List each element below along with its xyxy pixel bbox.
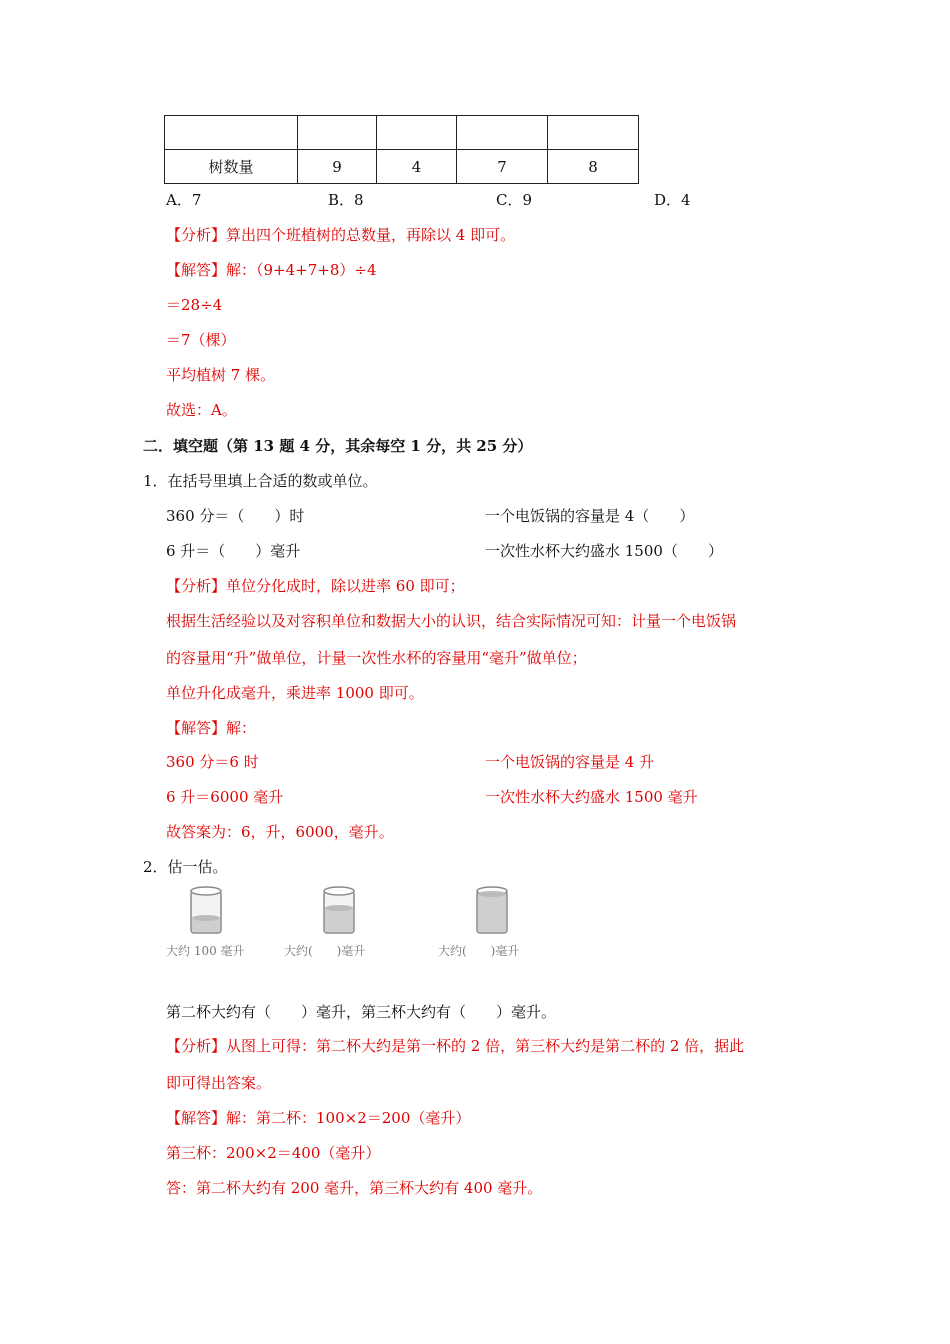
section-title: 二．填空题（第 13 题 4 分，其余每空 1 分，共 25 分） [143, 437, 533, 455]
table-cell: 树数量 [165, 150, 298, 184]
q1-blank3: 6 升＝（ ）毫升 [166, 542, 301, 560]
q2-analysis1: 【分析】从图上可得：第二杯大约是第一杯的 2 倍，第三杯大约是第二杯的 2 倍，据此 [166, 1037, 745, 1055]
table-cell: 7 [457, 150, 548, 184]
q1-ans1: 360 分＝6 时 [166, 753, 259, 771]
q1-analysis1: 【分析】单位分化成时，除以进率 60 即可； [166, 577, 465, 595]
cup1-label: 大约 100 毫升 [166, 944, 245, 958]
q1-analysis2: 根据生活经验以及对容积单位和数据大小的认识，结合实际情况可知：计量一个电饭锅 [166, 612, 737, 630]
cup-icon [191, 887, 221, 933]
cup-icon [477, 887, 507, 933]
option-c: C．9 [496, 191, 533, 209]
q2-answer1: 【解答】解：第二杯：100×2＝200（毫升） [166, 1109, 471, 1127]
q1-final: 故答案为：6，升，6000，毫升。 [166, 823, 394, 841]
table-row [165, 116, 639, 150]
q12-answer-head: 【解答】解：（9+4+7+8）÷4 [166, 261, 377, 279]
q2-answer2: 第三杯：200×2＝400（毫升） [166, 1144, 381, 1162]
cups-figure [164, 886, 564, 966]
q1-blank4: 一次性水杯大约盛水 1500（ ） [485, 542, 723, 560]
option-d: D．4 [654, 191, 691, 209]
cup2-label: 大约( )毫升 [284, 944, 366, 958]
table-cell [457, 116, 548, 150]
cup-icon-group [164, 886, 564, 936]
q1-blank1: 360 分＝（ ）时 [166, 507, 305, 525]
table-cell: 9 [298, 150, 377, 184]
table-cell: 4 [377, 150, 457, 184]
q1-analysis3: 的容量用“升”做单位，计量一次性水杯的容量用“毫升”做单位； [166, 649, 587, 667]
tree-count-table [164, 115, 639, 184]
q12-choice: 故选：A。 [166, 401, 237, 419]
table-row [165, 150, 639, 184]
q12-step1: ＝28÷4 [166, 296, 223, 314]
option-b: B．8 [328, 191, 364, 209]
q12-analysis: 【分析】算出四个班植树的总数量，再除以 4 即可。 [166, 226, 516, 244]
q1-blank2: 一个电饭锅的容量是 4（ ） [485, 507, 695, 525]
q12-step2: ＝7（棵） [166, 331, 236, 349]
q2-answer3: 答：第二杯大约有 200 毫升，第三杯大约有 400 毫升。 [166, 1179, 543, 1197]
q2-analysis2: 即可得出答案。 [166, 1074, 272, 1092]
option-a: A．7 [166, 191, 202, 209]
table-cell [548, 116, 639, 150]
cup-icon [324, 887, 354, 933]
table-cell: 8 [548, 150, 639, 184]
table-cell [298, 116, 377, 150]
q1-ans3: 6 升＝6000 毫升 [166, 788, 284, 806]
table-cell [165, 116, 298, 150]
q1-ans2: 一个电饭锅的容量是 4 升 [485, 753, 655, 771]
q1-answer-head: 【解答】解： [166, 719, 257, 737]
cup3-label: 大约( )毫升 [438, 944, 520, 958]
q1-ans4: 一次性水杯大约盛水 1500 毫升 [485, 788, 698, 806]
q2-stem: 2．估一估。 [143, 858, 228, 876]
q12-conclusion: 平均植树 7 棵。 [166, 366, 276, 384]
q1-analysis4: 单位升化成毫升，乘进率 1000 即可。 [166, 684, 424, 702]
table-cell [377, 116, 457, 150]
q1-stem: 1．在括号里填上合适的数或单位。 [143, 472, 378, 490]
q2-question: 第二杯大约有（ ）毫升，第三杯大约有（ ）毫升。 [166, 1003, 557, 1021]
